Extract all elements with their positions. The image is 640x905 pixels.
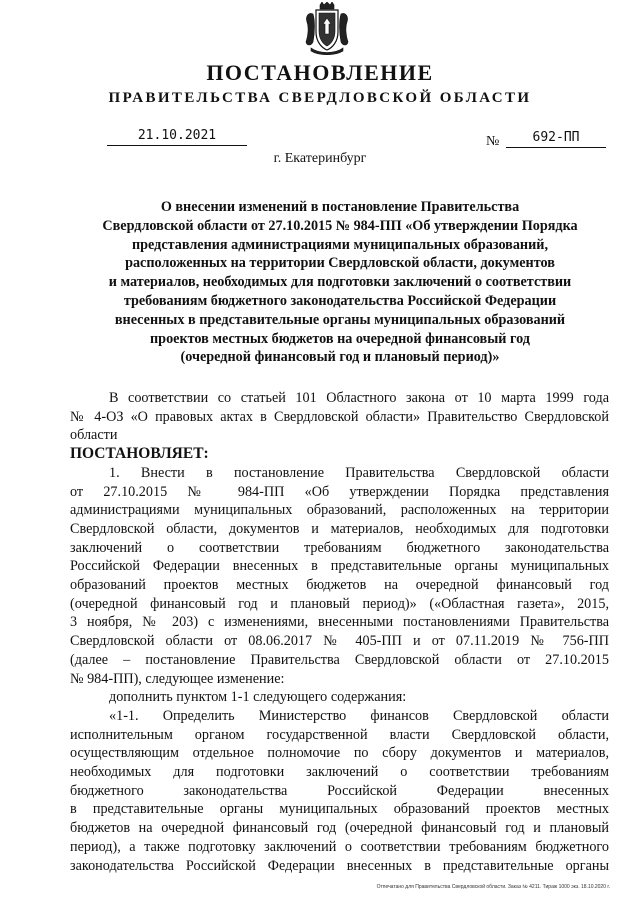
page-subtitle: ПРАВИТЕЛЬСТВА СВЕРДЛОВСКОЙ ОБЛАСТИ (108, 90, 532, 106)
item1-line: администрациями муниципальных образований, расположенных на территории (70, 502, 609, 519)
coat-of-arms-icon (303, 2, 351, 56)
point11-line: бюджетов на очередной финансовый год (очередной финансовый год и плановый (70, 820, 609, 837)
item1-line: Свердловской области от 08.06.2017 № 405-ПП и от 07.11.2019 № 756-ПП (70, 633, 609, 650)
item1-line: от 27.10.2015 № 984-ПП «Об утверждении Порядка представления (70, 483, 609, 500)
item1-line: 1. Внести в постановление Правительства Свердловской области (109, 464, 609, 481)
preamble-line: № 4-ОЗ «О правовых актах в Свердловской области» Правительство Свердловской (70, 408, 609, 425)
document-title-line: расположенных на территории Свердловской области, документов (125, 255, 555, 272)
point11-line: необходимых для подготовки заключений о соответствии требованиям (70, 764, 609, 781)
item1-line: 3 ноября, № 203) с изменениями, внесенными постановлениями Правительства (70, 614, 609, 631)
point11-line: «1-1. Определить Министерство финансов Свердловской области (109, 707, 609, 724)
point11-line: период), а также подготовку заключений о соответствии требованиям бюджетного (70, 838, 609, 855)
page-title: ПОСТАНОВЛЕНИЕ (206, 60, 434, 85)
document-title-line: представления администрациями муниципальных образований, (131, 236, 549, 253)
point11-line: в представительные органы муниципальных образований проектов местных (70, 801, 609, 818)
document-title-line: проектов местных бюджетов на очередной финансовый год (150, 330, 530, 347)
decree-number: 692-ПП (506, 130, 606, 148)
document-title-line: и материалов, необходимых для подготовки заключений о соответствии (108, 274, 572, 291)
document-title-line: О внесении изменений в постановление Правительства (160, 199, 520, 215)
document-title (70, 198, 610, 367)
point11-line: законодательства Российской Федерации внесенных в представительные органы (70, 857, 609, 874)
item1-line: (очередной финансовый год и плановый период)» («Областная газета», 2015, (70, 595, 609, 612)
point11-line: осуществляющим отдельное полномочие по сбору документов и материалов, (70, 745, 609, 762)
city: г. Екатеринбург (273, 151, 367, 166)
resolves-heading: ПОСТАНОВЛЯЕТ: (70, 445, 209, 463)
item1-line: Свердловской области, документов и материалов, необходимых для подготовки (70, 520, 609, 537)
item1-line: образований проектов местных бюджетов на очередной финансовый год (70, 577, 609, 594)
document-body (70, 389, 609, 875)
point11-line: исполнительным органом государственной власти Свердловской области, (70, 726, 609, 743)
document-title-line: требованиям бюджетного законодательства Российской Федерации (123, 292, 557, 309)
document-title-line: Свердловской области от 27.10.2015 № 984-ПП «Об утверждении Порядка (102, 217, 578, 234)
item1-line: (далее – постановление Правительства Свердловской области от 27.10.2015 (70, 651, 609, 668)
document-title-line: внесенных в представительные органы муниципальных образований (114, 311, 566, 328)
decree-date: 21.10.2021 (107, 128, 247, 146)
item1-line: Российской Федерации внесенных в представительные органы муниципальных (70, 558, 609, 575)
point11-line: бюджетного законодательства Российской Федерации внесенных (70, 782, 609, 799)
print-footer: Отпечатано для Правительства Свердловской области. Заказ № 4211. Тираж 1000 экз. 18.10.2020 г. (376, 884, 610, 890)
item1-line: № 984-ПП), следующее изменение: (70, 670, 285, 687)
item1-line: заключений о соответствии требованиям бюджетного законодательства (70, 539, 609, 556)
preamble-line: области (70, 427, 118, 444)
document-title-line: (очередной финансовый год и плановый период)» (180, 349, 500, 366)
preamble-line: В соответствии со статьей 101 Областного закона от 10 марта 1999 года (109, 390, 609, 406)
decree-number-label: № (486, 134, 500, 149)
add-point-line: дополнить пунктом 1-1 следующего содержания: (109, 689, 407, 706)
